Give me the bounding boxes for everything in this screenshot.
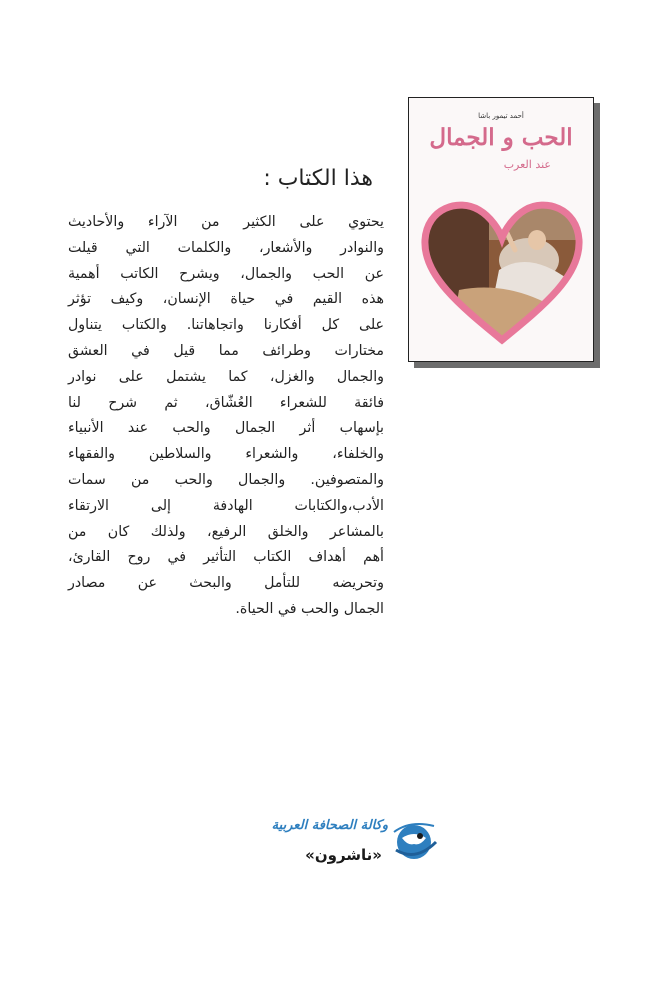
cover-front	[408, 97, 594, 362]
body-line: مختارات وطرائف مما قيل في العشق	[68, 342, 384, 359]
cover-title: الحب و الجمال	[429, 124, 573, 151]
body-line: والجمال والغزل، كما يشتمل على نوادر	[68, 368, 384, 385]
book-cover	[408, 97, 594, 362]
globe-emblem-icon	[390, 812, 448, 870]
body-line: الجمال والحب في الحياة.	[235, 600, 384, 617]
body-line: الأدب،والكتابات الهادفة إلى الارتقاء	[68, 497, 384, 514]
body-line: والخلفاء، والشعراء والسلاطين والفقهاء	[68, 446, 384, 463]
publisher-name: وكالة الصحافة العربية	[271, 818, 388, 833]
body-line: فائقة للشعراء العُشّاق، ثم شرح لنا	[68, 394, 384, 411]
publisher-logo	[258, 812, 448, 876]
body-line: أهم أهداف الكتاب التأثير في روح القارئ،	[68, 549, 384, 566]
body-line: يحتوي على الكثير من الآراء والأحاديث	[68, 214, 384, 230]
body-line: على كل أفكارنا واتجاهاتنا. والكتاب يتناول	[68, 317, 384, 334]
body-line: بالمشاعر والخلق الرفيع، ولذلك كان من	[68, 523, 384, 540]
body-line: والمتصوفين. والجمال والحب من سمات	[68, 471, 384, 488]
section-heading: هذا الكتاب :	[263, 166, 373, 191]
cover-subtitle: عند العرب	[503, 158, 551, 171]
body-line: والنوادر والأشعار، والكلمات التي قيلت	[68, 239, 384, 256]
body-line: وتحريضه للتأمل والبحث عن مصادر	[68, 575, 384, 592]
book-description	[68, 210, 384, 623]
publisher-tagline: «ناشرون»	[305, 846, 382, 864]
cover-heart-illustration	[419, 180, 585, 350]
body-line: هذه القيم في حياة الإنسان، وكيف تؤثر	[68, 291, 384, 308]
body-line: بإسهاب أثر الجمال والحب عند الأنبياء	[68, 420, 384, 437]
cover-author: أحمد تيمور باشا	[478, 112, 524, 120]
body-line: عن الحب والجمال، ويشرح الكاتب أهمية	[68, 265, 384, 282]
